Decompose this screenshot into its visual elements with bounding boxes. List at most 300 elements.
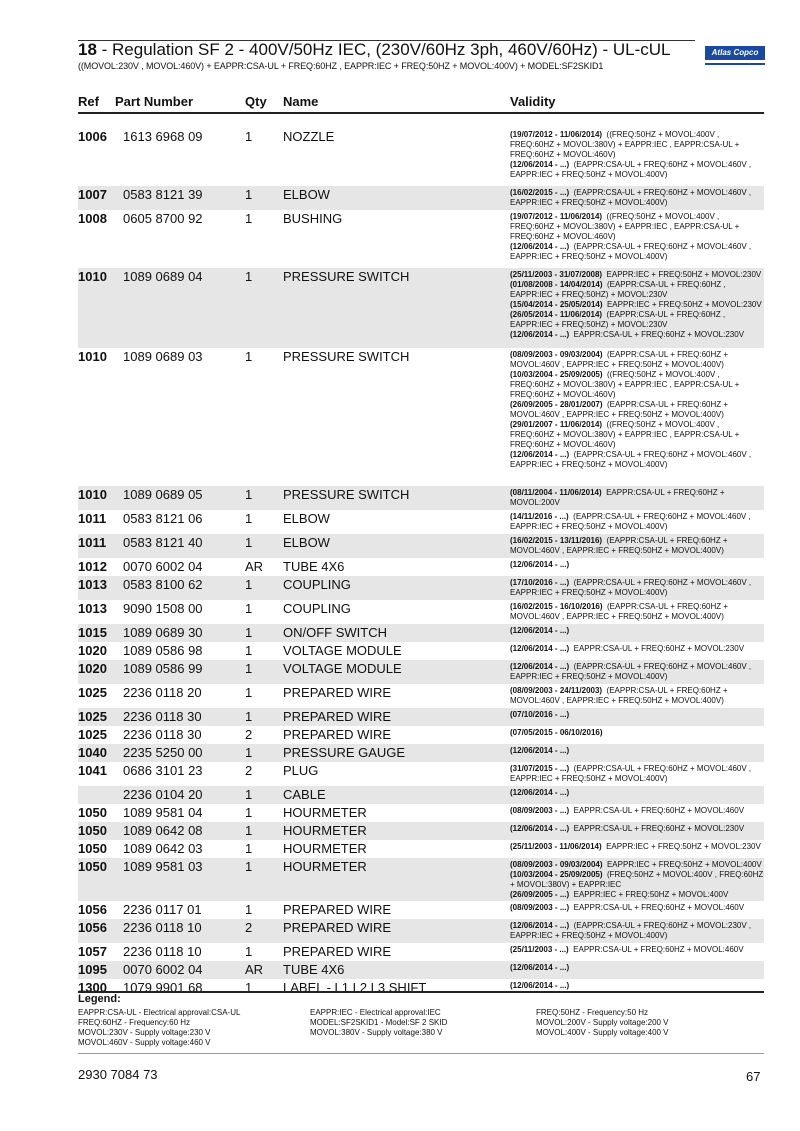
validity-cell [510, 536, 764, 556]
validity-entry [510, 188, 764, 208]
quantity-cell: 1 [245, 787, 253, 802]
part-name-cell: PLUG [283, 763, 319, 778]
legend-entry: MODEL:SF2SKID1 - Model:SF 2 SKID [310, 1018, 448, 1027]
validity-date-range: (26/09/2005 - 28/01/2007) [510, 400, 603, 409]
page-header [78, 40, 764, 72]
part-name-cell: PRESSURE GAUGE [283, 745, 406, 760]
ref-cell: 1050 [78, 859, 107, 874]
part-name-cell: TUBE 4X6 [283, 962, 345, 977]
part-number-cell: 2236 0118 30 [123, 709, 202, 724]
page-title [78, 40, 764, 60]
legend-column-1 [78, 1008, 240, 1048]
validity-cell [510, 560, 764, 570]
validity-entry [510, 420, 764, 450]
validity-cell [510, 788, 764, 798]
part-number-cell: 2236 0118 10 [123, 944, 202, 959]
section-number: 18 [78, 40, 97, 59]
validity-entry [510, 536, 764, 556]
parts-table-row [78, 558, 764, 577]
validity-date-range: (10/03/2004 - 25/09/2005) [510, 870, 603, 879]
ref-cell: 1056 [78, 920, 107, 935]
parts-table-row [78, 919, 764, 944]
validity-condition: ((FREQ:50HZ + MOVOL:400V , FREQ:60HZ + MOVOL:380V) + EAPPR:IEC , EAPPR:CSA-UL + FREQ:60HZ + MOVOL:460V) [510, 370, 740, 399]
parts-table-row [78, 642, 764, 661]
validity-date-range: (01/08/2008 - 14/04/2014) [510, 280, 603, 289]
validity-condition: (EAPPR:CSA-UL + FREQ:60HZ + MOVOL:460V , EAPPR:IEC + FREQ:50HZ + MOVOL:400V) [510, 512, 751, 531]
validity-condition: (EAPPR:CSA-UL + FREQ:60HZ + MOVOL:460V , EAPPR:IEC + FREQ:50HZ + MOVOL:400V) [510, 350, 729, 369]
ref-cell: 1007 [78, 187, 107, 202]
validity-condition: (EAPPR:CSA-UL + FREQ:60HZ + MOVOL:460V , EAPPR:IEC + FREQ:50HZ + MOVOL:400V) [510, 578, 752, 597]
validity-entry [510, 728, 764, 738]
ref-cell: 1011 [78, 535, 107, 550]
quantity-cell: 1 [245, 625, 253, 640]
parts-table-row [78, 684, 764, 709]
ref-cell: 1050 [78, 805, 107, 820]
validity-cell [510, 578, 764, 598]
part-number-cell: 1079 9901 68 [123, 980, 203, 995]
parts-table-row [78, 486, 764, 511]
part-name-cell: VOLTAGE MODULE [283, 661, 402, 676]
validity-condition: EAPPR:CSA-UL + FREQ:60HZ + MOVOL:200V [510, 488, 725, 507]
part-name-cell: PREPARED WIRE [283, 920, 392, 935]
validity-cell [510, 824, 764, 834]
validity-condition: (EAPPR:CSA-UL + FREQ:60HZ + MOVOL:460V , EAPPR:IEC + FREQ:50HZ + MOVOL:400V) [510, 400, 729, 419]
validity-condition: (EAPPR:CSA-UL + FREQ:60HZ + MOVOL:460V , EAPPR:IEC + FREQ:50HZ + MOVOL:400V) [510, 662, 752, 681]
part-name-cell: PRESSURE SWITCH [283, 349, 410, 364]
validity-date-range: (12/06/2014 - ...) [510, 330, 570, 339]
quantity-cell: 1 [245, 980, 253, 995]
ref-cell: 1025 [78, 727, 107, 742]
part-name-cell: LABEL - L1 L2 L3 SHIFT [283, 980, 427, 995]
part-name-cell: HOURMETER [283, 859, 367, 874]
document-number: 2930 7084 73 [78, 1067, 158, 1082]
ref-cell: 1010 [78, 349, 107, 364]
validity-condition: (EAPPR:CSA-UL + FREQ:60HZ , EAPPR:IEC + FREQ:50HZ) + MOVOL:230V [510, 310, 726, 329]
validity-entry [510, 488, 764, 508]
validity-date-range: (29/01/2007 - 11/06/2014) [510, 420, 603, 429]
quantity-cell: 1 [245, 211, 253, 226]
validity-entry [510, 644, 764, 654]
footer-rule [78, 1053, 764, 1054]
validity-entry [510, 890, 764, 900]
validity-cell [510, 860, 764, 900]
legend-column-3 [536, 1008, 669, 1038]
quantity-cell: 1 [245, 129, 253, 144]
validity-entry [510, 400, 764, 420]
validity-entry [510, 842, 764, 852]
logo-text: Atlas Copco [705, 46, 765, 60]
validity-date-range: (12/06/2014 - ...) [510, 963, 570, 972]
validity-entry [510, 921, 764, 941]
parts-table-row [78, 624, 764, 643]
part-number-cell: 2236 0118 10 [123, 920, 202, 935]
validity-date-range: (19/07/2012 - 11/06/2014) [510, 212, 603, 221]
validity-condition: (EAPPR:CSA-UL + FREQ:60HZ + MOVOL:460V , EAPPR:IEC + FREQ:50HZ + MOVOL:400V) [510, 450, 752, 469]
validity-date-range: (12/06/2014 - ...) [510, 921, 570, 930]
ref-cell: 1020 [78, 661, 107, 676]
validity-condition: EAPPR:CSA-UL + FREQ:60HZ + MOVOL:460V [573, 806, 745, 815]
ref-cell: 1013 [78, 601, 107, 616]
parts-table-row [78, 822, 764, 841]
validity-condition: (EAPPR:CSA-UL + FREQ:60HZ + MOVOL:460V , EAPPR:IEC + FREQ:50HZ + MOVOL:400V) [510, 188, 752, 207]
validity-entry [510, 626, 764, 636]
parts-table-row [78, 576, 764, 601]
validity-entry [510, 788, 764, 798]
validity-entry [510, 560, 764, 570]
parts-table-row [78, 762, 764, 787]
quantity-cell: 1 [245, 661, 253, 676]
quantity-cell: 2 [245, 920, 253, 935]
validity-condition: (EAPPR:CSA-UL + FREQ:60HZ + MOVOL:460V , EAPPR:IEC + FREQ:50HZ + MOVOL:400V) [510, 242, 752, 261]
validity-entry [510, 981, 764, 991]
validity-date-range: (08/09/2003 - 09/03/2004) [510, 350, 603, 359]
validity-date-range: (12/06/2014 - ...) [510, 746, 570, 755]
validity-condition: EAPPR:IEC + FREQ:50HZ + MOVOL:400V [573, 890, 729, 899]
part-name-cell: PREPARED WIRE [283, 727, 392, 742]
part-name-cell: PRESSURE SWITCH [283, 269, 410, 284]
validity-condition: EAPPR:CSA-UL + FREQ:60HZ + MOVOL:460V [573, 945, 744, 954]
validity-cell [510, 212, 764, 262]
legend-entry: MOVOL:460V - Supply voltage:460 V [78, 1038, 211, 1047]
page-number: 67 [746, 1069, 761, 1084]
quantity-cell: 1 [245, 187, 253, 202]
validity-date-range: (07/10/2016 - ...) [510, 710, 570, 719]
part-name-cell: BUSHING [283, 211, 343, 226]
validity-cell [510, 842, 764, 852]
part-name-cell: CABLE [283, 787, 326, 802]
validity-entry [510, 746, 764, 756]
validity-condition: EAPPR:CSA-UL + FREQ:60HZ + MOVOL:230V [573, 330, 745, 339]
title-rule [78, 40, 695, 41]
validity-condition: (EAPPR:CSA-UL + FREQ:60HZ + MOVOL:460V , EAPPR:IEC + FREQ:50HZ + MOVOL:400V) [510, 536, 728, 555]
legend-entry: FREQ:50HZ - Frequency:50 Hz [536, 1008, 649, 1017]
part-name-cell: TUBE 4X6 [283, 559, 345, 574]
validity-entry [510, 330, 764, 340]
part-number-cell: 2235 5250 00 [123, 745, 203, 760]
validity-condition: ((FREQ:50HZ + MOVOL:400V , FREQ:60HZ + MOVOL:380V) + EAPPR:IEC , EAPPR:CSA-UL + FREQ:60HZ + MOVOL:460V) [510, 130, 740, 159]
ref-cell: 1010 [78, 269, 107, 284]
column-qty: Qty [245, 94, 267, 109]
validity-cell [510, 764, 764, 784]
validity-cell [510, 686, 764, 706]
part-name-cell: HOURMETER [283, 841, 367, 856]
validity-cell [510, 188, 764, 208]
ref-cell: 1020 [78, 643, 107, 658]
legend-title: Legend: [78, 993, 121, 1005]
validity-date-range: (26/05/2014 - 11/06/2014) [510, 310, 603, 319]
validity-condition: EAPPR:IEC + FREQ:50HZ + MOVOL:400V [606, 860, 762, 869]
validity-cell [510, 512, 764, 532]
parts-table-row [78, 210, 764, 269]
parts-table-row [78, 534, 764, 559]
parts-table-row [78, 804, 764, 823]
parts-table-row [78, 858, 764, 902]
ref-cell: 1011 [78, 511, 107, 526]
ref-cell: 1025 [78, 685, 107, 700]
part-name-cell: ELBOW [283, 187, 330, 202]
validity-entry [510, 300, 764, 310]
part-name-cell: COUPLING [283, 601, 351, 616]
validity-entry [510, 870, 764, 890]
parts-table-row [78, 943, 764, 962]
validity-condition: (EAPPR:CSA-UL + FREQ:60HZ + MOVOL:460V , EAPPR:IEC + FREQ:50HZ + MOVOL:400V) [510, 602, 729, 621]
validity-condition: EAPPR:IEC + FREQ:50HZ + MOVOL:230V [606, 842, 761, 851]
ref-cell: 1057 [78, 944, 107, 959]
validity-entry [510, 945, 764, 955]
part-name-cell: ELBOW [283, 511, 330, 526]
legend-column-2 [310, 1008, 447, 1038]
column-ref: Ref [78, 94, 99, 109]
header-rule [78, 112, 764, 114]
atlas-copco-logo [703, 46, 767, 66]
page-subtitle: ((MOVOL:230V , MOVOL:460V) + EAPPR:CSA-UL + FREQ:60HZ , EAPPR:IEC + FREQ:50HZ + MOVOL:400V) + MODEL:SF2SKID1 [78, 61, 604, 71]
quantity-cell: 1 [245, 643, 253, 658]
validity-cell [510, 130, 764, 180]
validity-date-range: (12/06/2014 - ...) [510, 560, 570, 569]
validity-entry [510, 578, 764, 598]
parts-table-row [78, 510, 764, 535]
ref-cell: 1056 [78, 902, 107, 917]
ref-cell: 1050 [78, 823, 107, 838]
validity-condition: (EAPPR:CSA-UL + FREQ:60HZ , EAPPR:IEC + FREQ:50HZ) + MOVOL:230V [510, 280, 726, 299]
validity-cell [510, 903, 764, 913]
part-number-cell: 2236 0104 20 [123, 787, 203, 802]
parts-table-row [78, 348, 764, 487]
parts-table-row [78, 660, 764, 685]
validity-cell [510, 644, 764, 654]
part-number-cell: 0583 8121 40 [123, 535, 203, 550]
quantity-cell: 1 [245, 269, 253, 284]
quantity-cell: 1 [245, 902, 253, 917]
parts-table-row [78, 708, 764, 727]
validity-entry [510, 450, 764, 470]
part-name-cell: COUPLING [283, 577, 351, 592]
validity-date-range: (12/06/2014 - ...) [510, 626, 570, 635]
part-number-cell: 1089 0689 05 [123, 487, 203, 502]
validity-entry [510, 512, 764, 532]
validity-date-range: (17/10/2016 - ...) [510, 578, 570, 587]
ref-cell: 1300 [78, 980, 107, 995]
quantity-cell: 1 [245, 511, 253, 526]
parts-table-row [78, 901, 764, 920]
validity-entry [510, 160, 764, 180]
parts-table-row [78, 600, 764, 625]
validity-entry [510, 710, 764, 720]
validity-date-range: (19/07/2012 - 11/06/2014) [510, 130, 603, 139]
validity-cell [510, 921, 764, 941]
ref-cell: 1015 [78, 625, 107, 640]
validity-entry [510, 686, 764, 706]
validity-date-range: (12/06/2014 - ...) [510, 160, 570, 169]
part-name-cell: PREPARED WIRE [283, 944, 392, 959]
validity-cell [510, 350, 764, 470]
validity-entry [510, 212, 764, 242]
part-number-cell: 0686 3101 23 [123, 763, 203, 778]
validity-date-range: (16/02/2015 - ...) [510, 188, 570, 197]
validity-entry [510, 602, 764, 622]
quantity-cell: 1 [245, 685, 253, 700]
validity-cell [510, 728, 764, 738]
part-name-cell: PREPARED WIRE [283, 902, 392, 917]
validity-date-range: (10/03/2004 - 25/09/2005) [510, 370, 603, 379]
parts-table-row [78, 128, 764, 187]
quantity-cell: 2 [245, 727, 253, 742]
part-name-cell: HOURMETER [283, 805, 367, 820]
parts-table-row [78, 786, 764, 805]
validity-entry [510, 310, 764, 330]
part-name-cell: ELBOW [283, 535, 330, 550]
validity-date-range: (26/09/2005 - ...) [510, 890, 570, 899]
validity-date-range: (08/09/2003 - ...) [510, 903, 570, 912]
part-number-cell: 1089 0689 03 [123, 349, 203, 364]
quantity-cell: 1 [245, 805, 253, 820]
validity-cell [510, 602, 764, 622]
validity-cell [510, 710, 764, 720]
legend-entry: MOVOL:230V - Supply voltage:230 V [78, 1028, 211, 1037]
validity-entry [510, 806, 764, 816]
validity-date-range: (12/06/2014 - ...) [510, 824, 570, 833]
quantity-cell: 1 [245, 535, 253, 550]
validity-date-range: (08/09/2003 - 24/11/2003) [510, 686, 603, 695]
validity-condition: EAPPR:IEC + FREQ:50HZ + MOVOL:230V [606, 270, 762, 279]
part-number-cell: 1613 6968 09 [123, 129, 203, 144]
legend-entry: MOVOL:200V - Supply voltage:200 V [536, 1018, 669, 1027]
ref-cell: 1040 [78, 745, 107, 760]
part-number-cell: 0605 8700 92 [123, 211, 203, 226]
validity-cell [510, 488, 764, 508]
quantity-cell: 1 [245, 601, 253, 616]
validity-date-range: (12/06/2014 - ...) [510, 644, 570, 653]
parts-table-row [78, 840, 764, 859]
ref-cell: 1050 [78, 841, 107, 856]
validity-entry [510, 860, 764, 870]
quantity-cell: 1 [245, 841, 253, 856]
ref-cell: 1025 [78, 709, 107, 724]
validity-date-range: (08/09/2003 - ...) [510, 806, 570, 815]
validity-condition: EAPPR:CSA-UL + FREQ:60HZ + MOVOL:460V [573, 903, 745, 912]
legend-entry: MOVOL:400V - Supply voltage:400 V [536, 1028, 669, 1037]
quantity-cell: 2 [245, 763, 253, 778]
validity-entry [510, 662, 764, 682]
quantity-cell: 1 [245, 745, 253, 760]
validity-entry [510, 963, 764, 973]
validity-date-range: (15/04/2014 - 25/05/2014) [510, 300, 603, 309]
part-number-cell: 1089 0689 04 [123, 269, 203, 284]
validity-cell [510, 806, 764, 816]
part-name-cell: VOLTAGE MODULE [283, 643, 402, 658]
validity-entry [510, 903, 764, 913]
part-name-cell: ON/OFF SWITCH [283, 625, 387, 640]
validity-entry [510, 242, 764, 262]
validity-date-range: (14/11/2016 - ...) [510, 512, 569, 521]
ref-cell: 1010 [78, 487, 107, 502]
validity-cell [510, 945, 764, 955]
validity-condition: (EAPPR:CSA-UL + FREQ:60HZ + MOVOL:460V , EAPPR:IEC + FREQ:50HZ + MOVOL:400V) [510, 764, 752, 783]
validity-entry [510, 824, 764, 834]
validity-condition: (FREQ:50HZ + MOVOL:400V , FREQ:60HZ + MOVOL:380V) + EAPPR:IEC [510, 870, 764, 889]
ref-cell: 1012 [78, 559, 107, 574]
quantity-cell: 1 [245, 487, 253, 502]
validity-date-range: (25/11/2003 - ...) [510, 945, 569, 954]
part-name-cell: NOZZLE [283, 129, 335, 144]
column-name: Name [283, 94, 319, 109]
ref-cell: 1095 [78, 962, 107, 977]
quantity-cell: 1 [245, 577, 253, 592]
part-name-cell: PRESSURE SWITCH [283, 487, 410, 502]
part-number-cell: 1089 0642 08 [123, 823, 203, 838]
part-number-cell: 1089 0689 30 [123, 625, 203, 640]
legend-entry: MOVOL:380V - Supply voltage:380 V [310, 1028, 443, 1037]
validity-date-range: (25/11/2003 - 31/07/2008) [510, 270, 603, 279]
validity-date-range: (12/06/2014 - ...) [510, 981, 570, 990]
validity-entry [510, 370, 764, 400]
part-number-cell: 1089 0642 03 [123, 841, 203, 856]
column-part-number: Part Number [115, 94, 194, 109]
validity-date-range: (08/11/2004 - 11/06/2014) [510, 488, 602, 497]
quantity-cell: 1 [245, 709, 253, 724]
part-number-cell: 1089 9581 04 [123, 805, 203, 820]
parts-table-row [78, 268, 764, 349]
part-number-cell: 0583 8121 39 [123, 187, 203, 202]
parts-table-row [78, 186, 764, 211]
part-number-cell: 0583 8100 62 [123, 577, 203, 592]
part-number-cell: 1089 0586 99 [123, 661, 203, 676]
legend-rule [78, 991, 764, 993]
validity-date-range: (07/05/2015 - 06/10/2016) [510, 728, 603, 737]
part-number-cell: 0070 6002 04 [123, 962, 203, 977]
part-number-cell: 1089 0586 98 [123, 643, 203, 658]
table-header [78, 94, 764, 112]
validity-cell [510, 963, 764, 973]
ref-cell: 1006 [78, 129, 107, 144]
validity-entry [510, 280, 764, 300]
validity-date-range: (31/07/2015 - ...) [510, 764, 570, 773]
validity-cell [510, 662, 764, 682]
parts-table-row [78, 744, 764, 763]
quantity-cell: 1 [245, 823, 253, 838]
ref-cell: 1008 [78, 211, 107, 226]
validity-date-range: (16/02/2015 - 13/11/2016) [510, 536, 603, 545]
validity-cell [510, 981, 764, 991]
validity-condition: (EAPPR:CSA-UL + FREQ:60HZ + MOVOL:460V , EAPPR:IEC + FREQ:50HZ + MOVOL:400V) [510, 160, 752, 179]
validity-condition: EAPPR:CSA-UL + FREQ:60HZ + MOVOL:230V [573, 824, 745, 833]
part-number-cell: 2236 0118 30 [123, 727, 202, 742]
part-number-cell: 2236 0117 01 [123, 902, 202, 917]
validity-date-range: (12/06/2014 - ...) [510, 242, 570, 251]
part-name-cell: PREPARED WIRE [283, 685, 392, 700]
validity-entry [510, 350, 764, 370]
validity-date-range: (12/06/2014 - ...) [510, 450, 570, 459]
parts-table-row [78, 961, 764, 980]
validity-date-range: (12/06/2014 - ...) [510, 662, 570, 671]
quantity-cell: 1 [245, 944, 253, 959]
part-number-cell: 0070 6002 04 [123, 559, 203, 574]
part-name-cell: PREPARED WIRE [283, 709, 392, 724]
part-name-cell: HOURMETER [283, 823, 367, 838]
validity-cell [510, 746, 764, 756]
validity-entry [510, 130, 764, 160]
validity-condition: (EAPPR:CSA-UL + FREQ:60HZ + MOVOL:460V , EAPPR:IEC + FREQ:50HZ + MOVOL:400V) [510, 686, 728, 705]
legend-entry: FREQ:60HZ - Frequency:60 Hz [78, 1018, 191, 1027]
legend-entry: EAPPR:CSA-UL - Electrical approval:CSA-UL [78, 1008, 241, 1017]
parts-table-row [78, 726, 764, 745]
validity-cell [510, 270, 764, 340]
validity-condition: EAPPR:CSA-UL + FREQ:60HZ + MOVOL:230V [573, 644, 745, 653]
part-number-cell: 2236 0118 20 [123, 685, 202, 700]
validity-condition: EAPPR:IEC + FREQ:50HZ + MOVOL:230V [606, 300, 762, 309]
ref-cell: 1013 [78, 577, 107, 592]
quantity-cell: 1 [245, 349, 253, 364]
